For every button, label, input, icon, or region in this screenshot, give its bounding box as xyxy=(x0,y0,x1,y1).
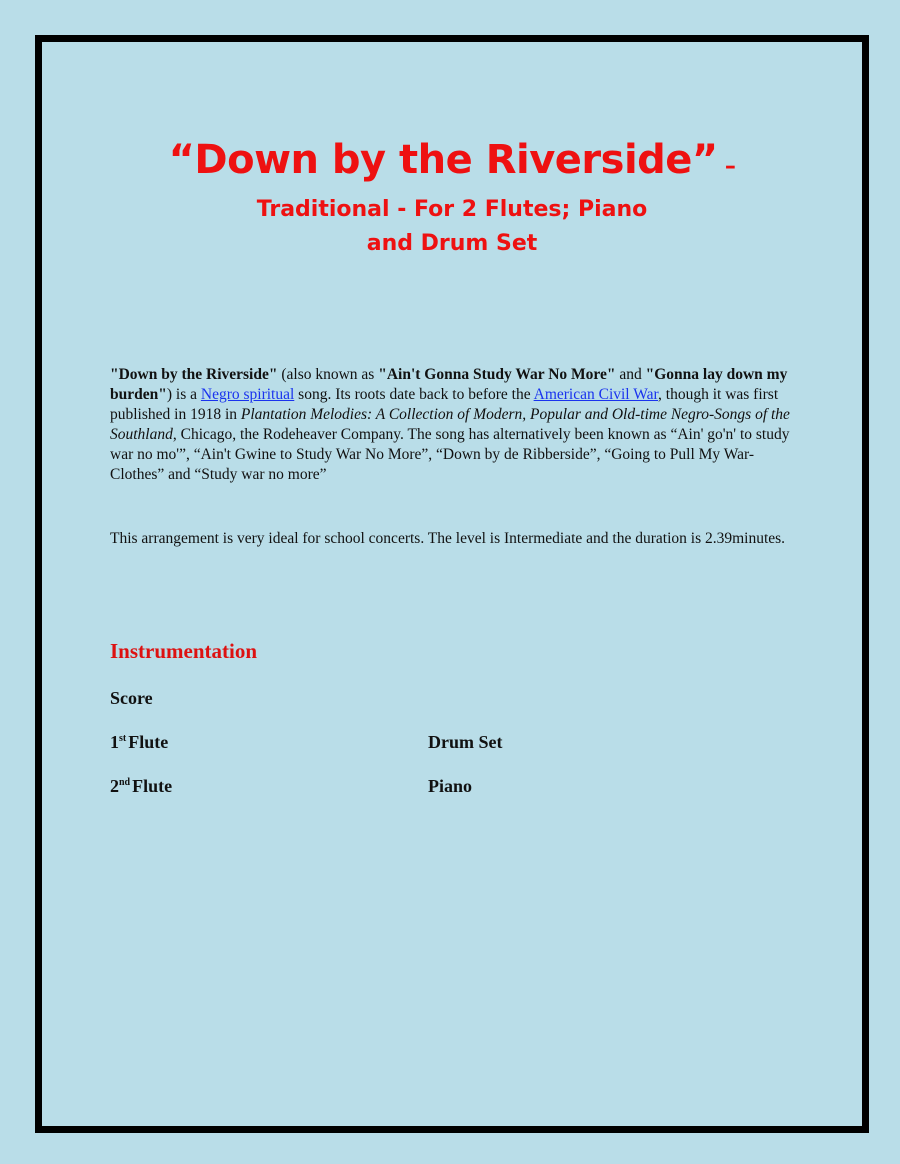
page-frame xyxy=(35,35,869,1133)
desc-text: and xyxy=(615,366,646,383)
title-dash: – xyxy=(717,154,736,179)
subtitle-line-1: Traditional - For 2 Flutes; Piano xyxy=(256,197,648,222)
american-civil-war-link[interactable]: American Civil War xyxy=(533,386,659,403)
desc-text: , Chicago, the Rodeheaver Company. The song has alternatively been known as “Ain' go'n' to study war no mo'”, “Ain't Gwine to Study War No More”, “Down by de Ribberside”, “Going to Pull My War-Clothes” and “Study war no more” xyxy=(110,426,790,483)
description-paragraph xyxy=(110,365,798,485)
piano-label: Piano xyxy=(428,776,473,796)
instrumentation-heading: Instrumentation xyxy=(110,639,258,663)
score-label: Score xyxy=(110,688,153,708)
first-flute-number: 1 xyxy=(110,732,119,752)
negro-spiritual-link[interactable]: Negro spiritual xyxy=(200,386,295,403)
second-flute-label xyxy=(110,776,172,797)
title-block xyxy=(42,134,862,261)
main-title: “Down by the Riverside” xyxy=(168,137,718,183)
alt-title-2: "Gonna lay down my burden" xyxy=(110,366,788,403)
arrangement-paragraph: This arrangement is very ideal for school concerts. The level is Intermediate and the duration is 2.39minutes. xyxy=(110,530,786,547)
second-flute-number: 2 xyxy=(110,776,119,796)
desc-text: , though it was first published in 1918 in xyxy=(110,386,779,423)
first-flute-label xyxy=(110,732,168,753)
subtitle-line-2: and Drum Set xyxy=(366,231,538,256)
desc-text: ) is a xyxy=(166,386,201,403)
song-title-bold: "Down by the Riverside" xyxy=(110,366,278,383)
first-flute-text: Flute xyxy=(128,732,169,752)
drum-set-label: Drum Set xyxy=(428,732,503,752)
alt-title-1: "Ain't Gonna Study War No More" xyxy=(378,366,616,383)
desc-text: (also known as xyxy=(277,366,379,383)
first-flute-ordinal: st xyxy=(119,733,127,744)
second-flute-text: Flute xyxy=(132,776,173,796)
second-flute-ordinal: nd xyxy=(119,777,131,788)
desc-text: song. Its roots date back to before the xyxy=(294,386,534,403)
publication-title: Plantation Melodies: A Collection of Modern, Popular and Old-time Negro-Songs of the Southland xyxy=(110,406,790,443)
title-line xyxy=(42,134,862,193)
